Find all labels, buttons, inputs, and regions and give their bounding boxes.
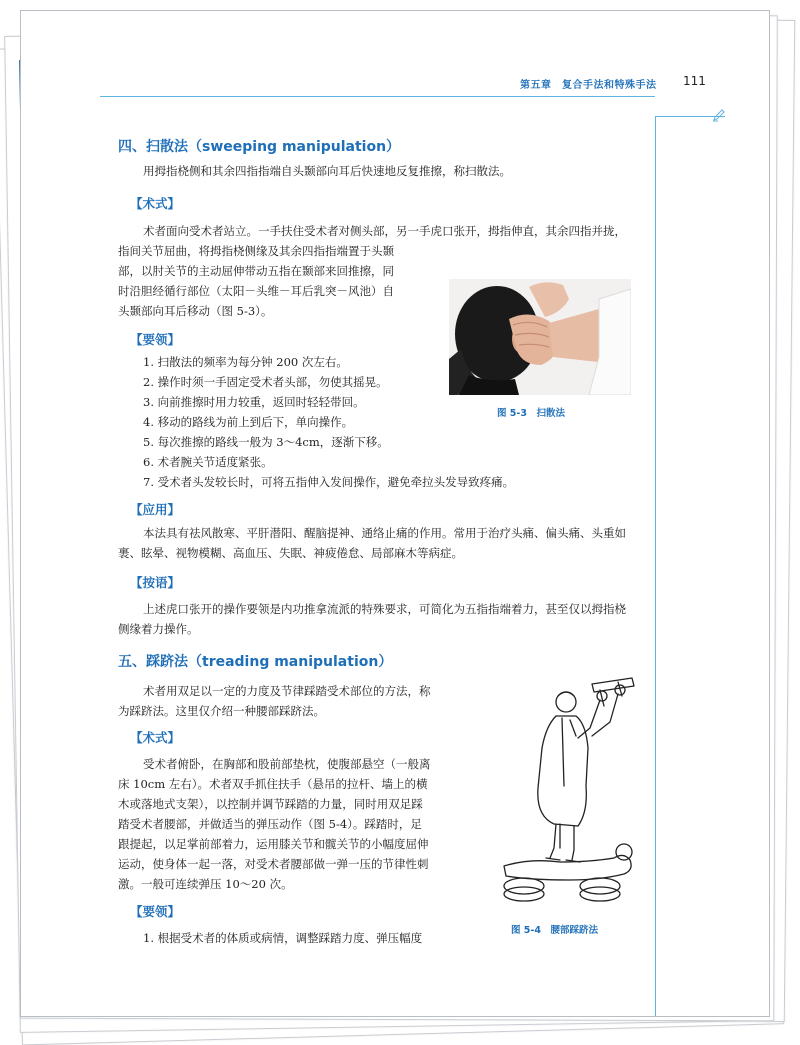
page-number: 111 [683,74,706,88]
figure-5-4-drawing [500,676,640,908]
key-point-item: 7. 受术者头发较长时，可将五指伸入发间操作，避免牵拉头发导致疼痛。 [143,475,515,489]
technique-line-2: 运动，使身体一起一落，对受术者腰部做一弹一压的节律性刺 [118,857,429,871]
header-rule [100,96,655,97]
application-line: 裹、眩晕、视物模糊、高血压、失眠、神疲倦怠、局部麻木等病症。 [118,546,463,560]
heading-technique-2: 【术式】 [130,730,181,745]
note-line: 侧缘着力操作。 [118,622,199,636]
key-point-item: 5. 每次推擦的路线一般为 3～4cm，逐渐下移。 [143,435,389,449]
key-point-item: 4. 移动的路线为前上到后下，单向操作。 [143,415,354,429]
technique-line-2: 激。一般可连续弹压 10～20 次。 [118,877,293,891]
technique-line-2: 跟提起，以足掌前部着力，运用膝关节和髋关节的小幅度屈伸 [118,837,429,851]
section-intro-treading: 为踩跻法。这里仅介绍一种腰部踩跻法。 [118,704,325,718]
technique-line: 头颞部向耳后移动（图 5-3）。 [118,304,273,318]
heading-application: 【应用】 [130,502,181,517]
figure-5-3-caption: 图 5-3 扫散法 [497,408,565,419]
heading-key-points-2: 【要领】 [130,904,181,919]
heading-technique: 【术式】 [130,196,181,211]
chapter-header: 第五章 复合手法和特殊手法 [520,80,657,91]
technique-line: 部，以肘关节的主动屈伸带动五指在颞部来回推擦，同 [118,264,394,278]
note-line: 上述虎口张开的操作要领是内功推拿流派的特殊要求，可简化为五指指端着力，甚至仅以拇指桡 [143,602,626,616]
section-title-treading: 五、踩跻法（treading manipulation） [118,654,393,670]
technique-line-2: 踏受术者腰部，并做适当的弹压动作（图 5-4）。踩踏时，足 [118,817,422,831]
section-title-sweeping: 四、扫散法（sweeping manipulation） [118,139,401,155]
figure-5-4-caption: 图 5-4 腰部踩跻法 [511,925,598,936]
application-line: 本法具有祛风散寒、平肝潜阳、醒脑提神、通络止痛的作用。常用于治疗头痛、偏头痛、头重如 [143,526,626,540]
key-point-item: 2. 操作时须一手固定受术者头部，勿使其摇晃。 [143,375,388,389]
section-intro-sweeping: 用拇指桡侧和其余四指指端自头颞部向耳后快速地反复推擦，称扫散法。 [143,164,511,178]
key-point-item: 6. 术者腕关节适度紧张。 [143,455,273,469]
technique-line-2: 木或落地式支架），以控制并调节踩踏的力量，同时用双足踩 [118,797,423,811]
heading-key-points: 【要领】 [130,332,181,347]
technique-line: 指间关节屈曲，将拇指桡侧缘及其余四指指端置于头颞 [118,244,394,258]
technique-line-2: 床 10cm 左右）。术者双手抓住扶手（悬吊的拉杆、墙上的横 [118,777,428,791]
technique-line: 时沿胆经循行部位（太阳－头维－耳后乳突－风池）自 [118,284,394,298]
pen-icon [712,108,726,122]
key-point-item: 1. 扫散法的频率为每分钟 200 次左右。 [143,355,348,369]
section-intro-treading: 术者用双足以一定的力度及节律踩踏受术部位的方法，称 [143,684,431,698]
key-point-item: 3. 向前推擦时用力较重，返回时轻轻带回。 [143,395,365,409]
technique-line-2: 受术者俯卧，在胸部和股前部垫枕，使腹部悬空（一般离 [143,757,431,771]
technique-line: 术者面向受术者站立。一手扶住受术者对侧头部，另一手虎口张开，拇指伸直，其余四指并拢， [143,224,626,238]
margin-rule [655,116,656,1016]
heading-note: 【按语】 [130,575,181,590]
key-point-item-2: 1. 根据受术者的体质或病情，调整踩踏力度、弹压幅度 [143,931,423,945]
figure-5-3-photo [449,279,631,395]
